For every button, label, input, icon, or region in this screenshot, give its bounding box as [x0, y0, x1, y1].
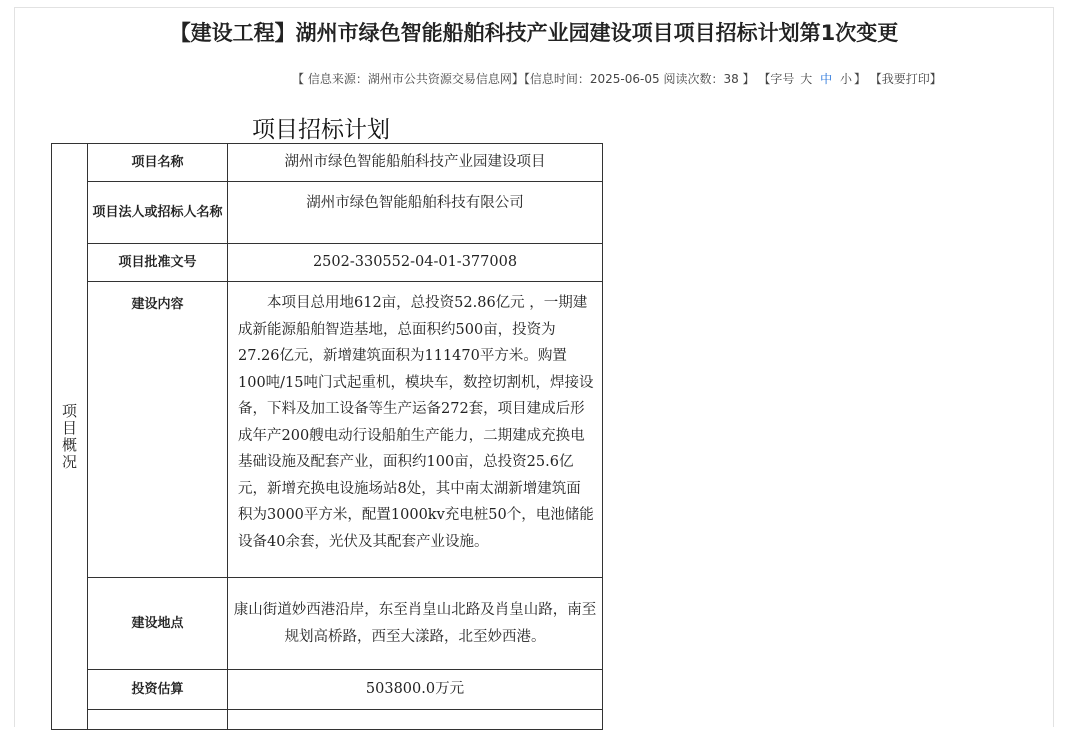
views-end: 】	[738, 72, 755, 86]
source-end: 】	[511, 72, 524, 86]
row-value: 湖州市绿色智能船舶科技产业园建设项目	[228, 144, 603, 182]
row-label: 项目名称	[88, 144, 228, 182]
table-row	[52, 244, 603, 282]
row-value: 本项目总用地612亩，总投资52.86亿元 ，一期建成新能源船舶智造基地，总面积约500亩，投资为27.26亿元，新增建筑面积为111470平方米。购置100吨/15吨门式起重机，模块车，数控切割机，焊接设备，下料及加工设备等生产运备272套，项目建成后形成年产200艘电动行设船舶生产能力，二期建成充换电基础设施及配套产业，面积约100亩，总投资25.6亿元，新增充换电设施场站8处，其中南太湖新增建筑面积为3000平方米，配置1000kv充电桩50个，电池储能设备40余套，光伏及其配套产业设施。	[228, 282, 603, 578]
row-value: 湖州市绿色智能船舶科技有限公司	[228, 182, 603, 244]
table-row	[52, 144, 603, 182]
plan-table	[51, 143, 603, 730]
font-size-label: 【字号	[758, 72, 795, 86]
font-size-small-link[interactable]: 小	[839, 72, 852, 86]
time-label: 【信息时间：	[523, 72, 590, 86]
row-label: 项目法人或招标人名称	[88, 182, 228, 244]
views-value: 38	[723, 72, 739, 86]
table-row	[52, 710, 603, 730]
row-value: 康山街道妙西港沿岸，东至肖皇山北路及肖皇山路，南至规划高桥路，西至大漾路，北至妙西港。	[228, 578, 603, 670]
source-label: 【 信息来源：	[292, 72, 368, 86]
font-size-medium-link[interactable]: 中	[820, 72, 833, 86]
row-label: 项目批准文号	[88, 244, 228, 282]
font-size-end: 】	[853, 72, 866, 86]
table-row	[52, 578, 603, 670]
row-label: 建设地点	[88, 578, 228, 670]
row-value	[228, 710, 603, 730]
table-row	[52, 282, 603, 578]
row-value: 2502-330552-04-01-377008	[228, 244, 603, 282]
table-row	[52, 182, 603, 244]
plan-heading: 项目招标计划	[252, 117, 390, 143]
time-value: 2025-06-05	[589, 72, 660, 86]
row-label	[88, 710, 228, 730]
row-label: 建设内容	[88, 282, 228, 578]
table-row	[52, 670, 603, 710]
row-label: 投资估算	[88, 670, 228, 710]
group-label: 项目概况	[61, 401, 77, 471]
source-value: 湖州市公共资源交易信息网	[367, 72, 512, 86]
row-value: 503800.0万元	[228, 670, 603, 710]
print-link[interactable]: 【我要打印】	[869, 72, 942, 86]
article-meta	[292, 70, 942, 87]
views-label: 阅读次数：	[663, 72, 724, 86]
group-label-cell	[52, 144, 88, 730]
page-title: 【建设工程】湖州市绿色智能船舶科技产业园建设项目项目招标计划第1次变更	[169, 21, 899, 45]
font-size-large-link[interactable]: 大	[800, 72, 813, 86]
